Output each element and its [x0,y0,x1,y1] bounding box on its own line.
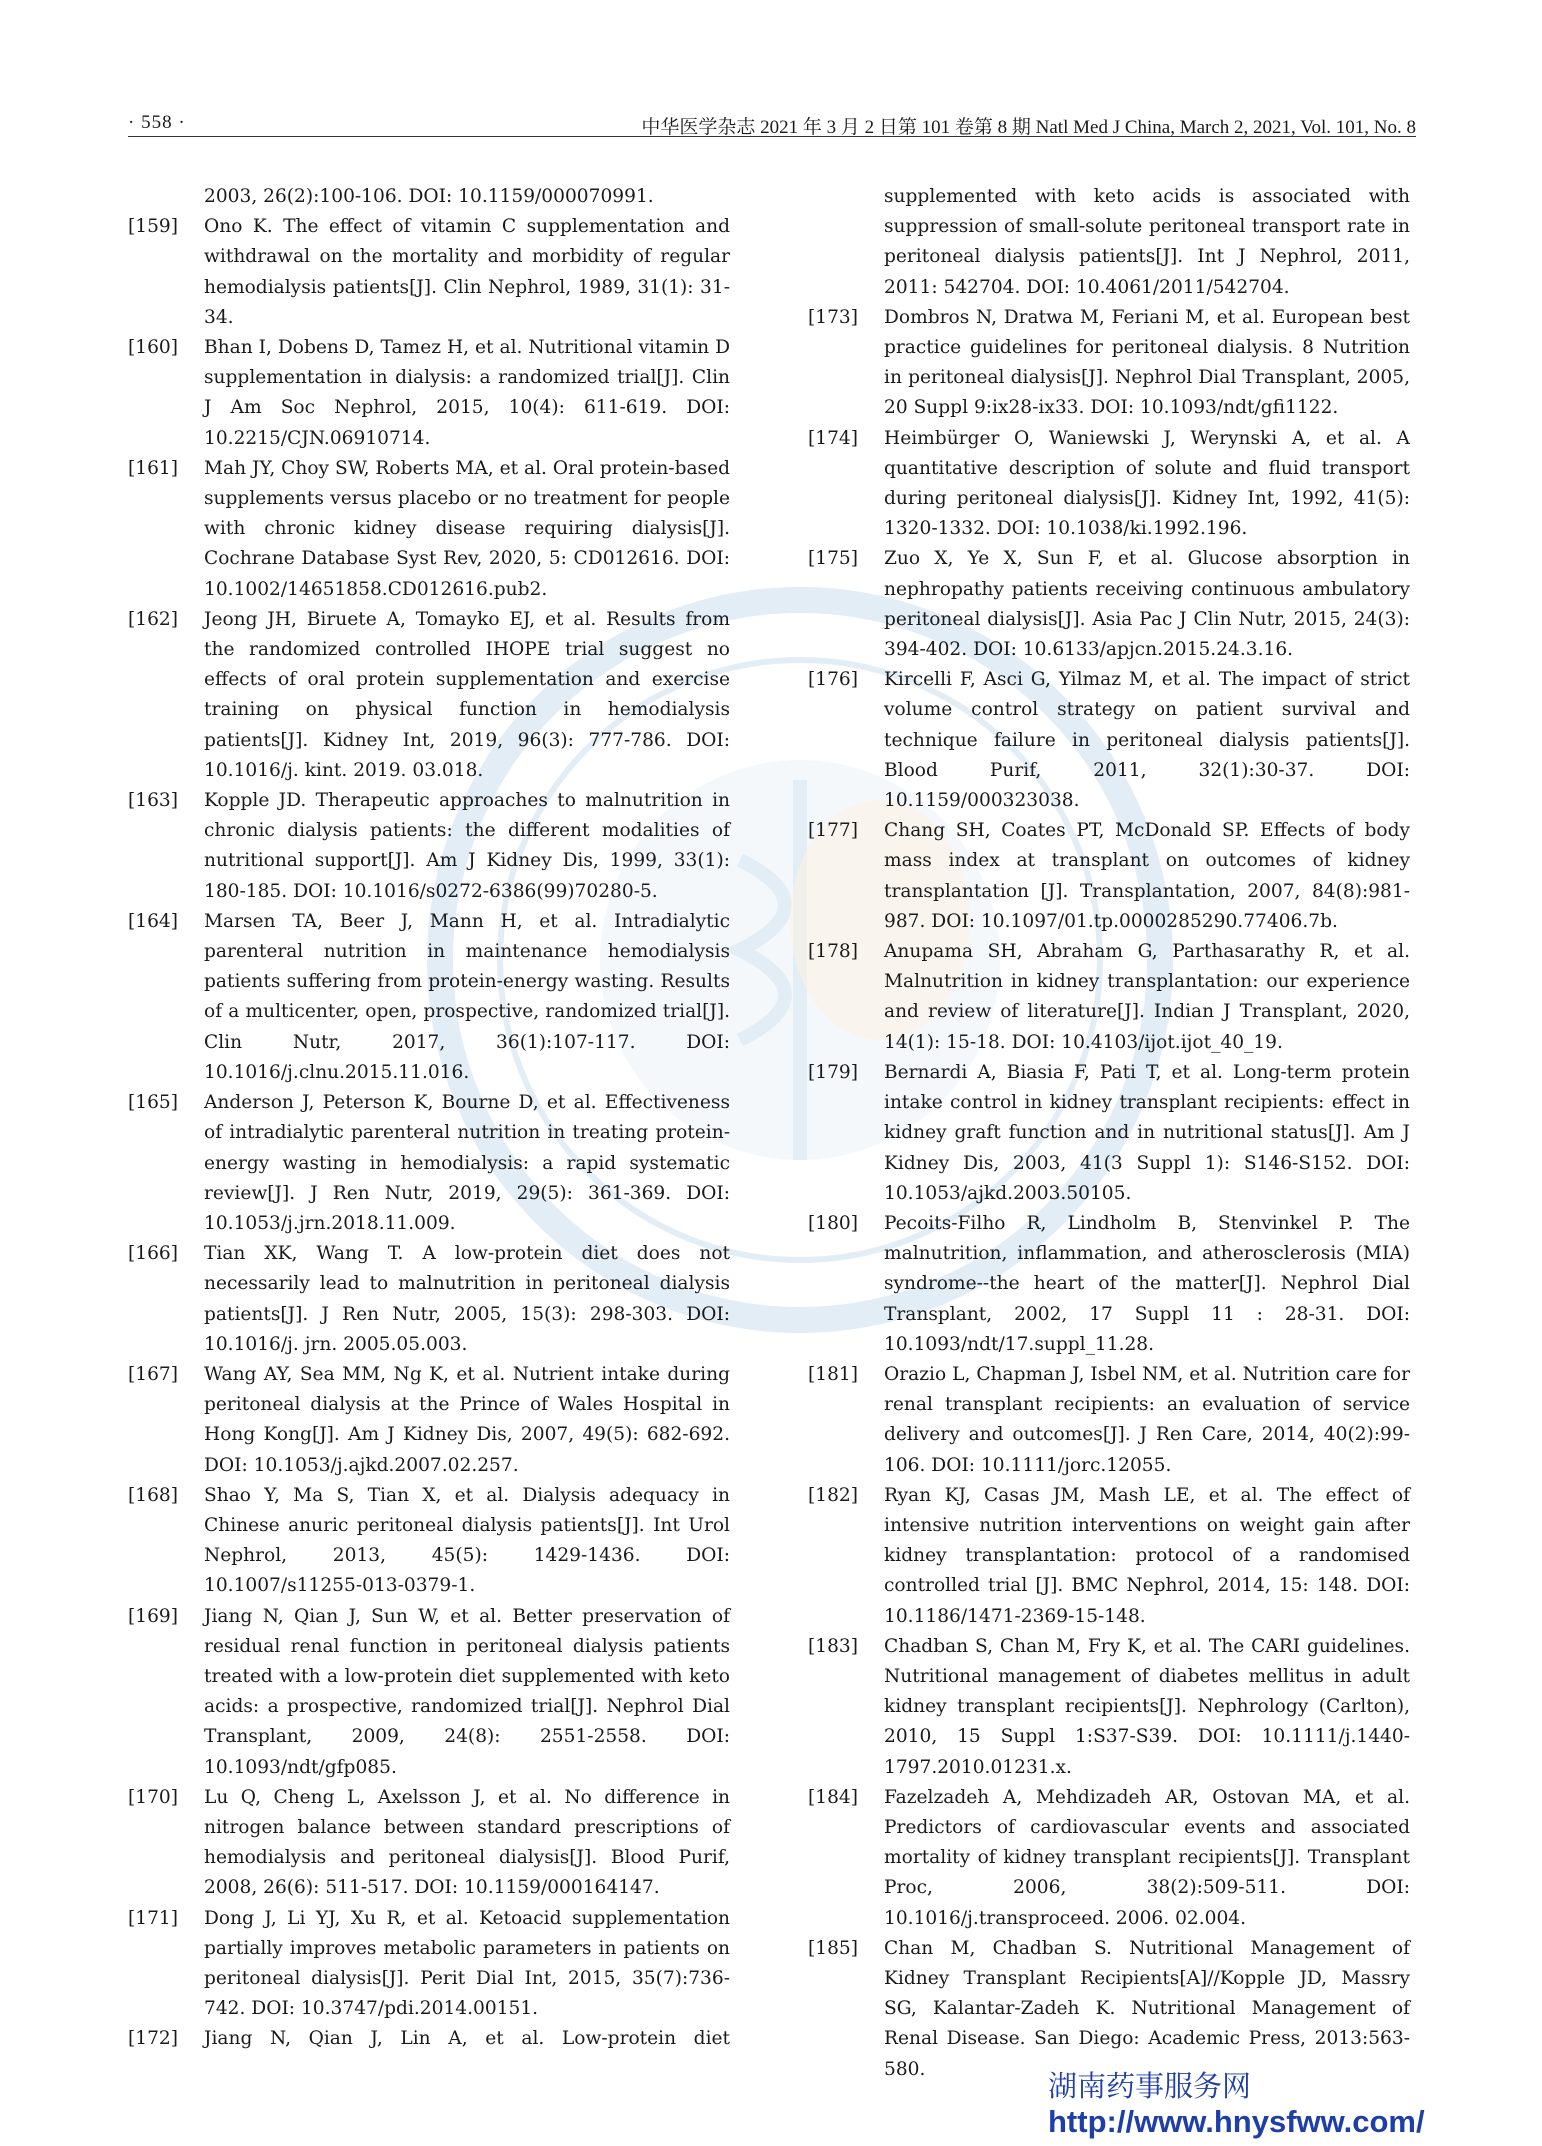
reference-item [808,1209,1410,1360]
left-column [128,182,730,2055]
reference-item [128,1360,730,1481]
reference-item [808,1360,1410,1481]
reference-text: supplemented with keto acids is associated with suppression of small-solute peritoneal transport rate in peritoneal dialysis patients[J]. Int J Nephrol, 2011, 2011: 542704. DOI: 10.4061/2011/542704. [884,186,1410,298]
reference-number: [179] [808,1061,858,1083]
reference-number: [163] [128,790,178,812]
reference-item [128,212,730,333]
reference-number: [182] [808,1484,858,1506]
reference-item [808,1934,1410,2085]
reference-number: [165] [128,1092,178,1114]
reference-text: Ono K. The effect of vitamin C supplementation and withdrawal on the mortality and morbidity of regular hemodialysis patients[J]. Clin Nephrol, 1989, 31(1): 31-34. [204,216,730,328]
reference-text: Shao Y, Ma S, Tian X, et al. Dialysis adequacy in Chinese anuric peritoneal dialysis patients[J]. Int Urol Nephrol, 2013, 45(5): 1429-1436. DOI: 10.1007/s11255-013-0379-1. [204,1484,730,1597]
reference-number: [160] [128,337,178,359]
reference-text: Anderson J, Peterson K, Bourne D, et al. Effectiveness of intradialytic parenteral nutrition in treating protein-energy wasting in hemodialysis: a rapid systematic review[J]. J Ren Nutr, 2019, 29(5): 361-369. DOI: 10.1053/j.jrn.2018.11.009. [204,1092,730,1234]
reference-number: [180] [808,1212,858,1234]
reference-text: Chang SH, Coates PT, McDonald SP. Effects of body mass index at transplant on outcomes of kidney transplantation [J]. Transplantation, 2007, 84(8):981-987. DOI: 10.1097/01.tp.0000285290.77406.7b. [884,820,1410,932]
reference-number: [159] [128,216,178,238]
reference-number: [162] [128,608,178,630]
reference-item [128,1904,730,2025]
reference-text: Mah JY, Choy SW, Roberts MA, et al. Oral protein-based supplements versus placebo or no treatment for people with chronic kidney disease requiring dialysis[J]. Cochrane Database Syst Rev, 2020, 5: CD012616. DOI: 10.1002/14651858.CD012616.pub2. [204,457,731,600]
reference-text: Ryan KJ, Casas JM, Mash LE, et al. The effect of intensive nutrition interventions on weight gain after kidney transplantation: protocol of a randomised controlled trial [J]. BMC Nephrol, 2014, 15: 148. DOI: 10.1186/1471-2369-15-148. [884,1484,1410,1627]
reference-text: Dong J, Li YJ, Xu R, et al. Ketoacid supplementation partially improves metabolic parameters in patients on peritoneal dialysis[J]. Perit Dial Int, 2015, 35(7):736-742. DOI: 10.3747/pdi.2014.00151. [204,1907,730,2020]
reference-text: 2003, 26(2):100-106. DOI: 10.1159/000070991. [204,186,654,207]
reference-number: [184] [808,1786,858,1808]
reference-number: [171] [128,1907,178,1929]
reference-text: Fazelzadeh A, Mehdizadeh AR, Ostovan MA, et al. Predictors of cardiovascular events and associated mortality of kidney transplant recipients[J]. Transplant Proc, 2006, 38(2):509-511. DOI: 10.1016/j.transproceed. 2006. 02.004. [884,1786,1410,1929]
reference-text: Bhan I, Dobens D, Tamez H, et al. Nutritional vitamin D supplementation in dialysis: a randomized trial[J]. Clin J Am Soc Nephrol, 2015, 10(4): 611-619. DOI: 10.2215/CJN.06910714. [204,337,730,449]
reference-number: [170] [128,1786,178,1808]
reference-text: Dombros N, Dratwa M, Feriani M, et al. European best practice guidelines for peritoneal dialysis. 8 Nutrition in peritoneal dialysis[J]. Nephrol Dial Transplant, 2005, 20 Suppl 9:ix28-ix33. DOI: 10.1093/ndt/gfi1122. [884,306,1410,419]
reference-item [128,333,730,454]
reference-item [128,1783,730,1904]
reference-item [808,1783,1410,1934]
reference-continuation [808,182,1410,303]
reference-number: [178] [808,941,858,963]
reference-continuation [128,182,730,212]
reference-text: Jiang N, Qian J, Sun W, et al. Better preservation of residual renal function in peritoneal dialysis patients treated with a low-protein diet supplemented with keto acids: a prospective, randomized trial[J]. Nephrol Dial Transplant, 2009, 24(8): 2551-2558. DOI: 10.1093/ndt/gfp085. [204,1605,730,1778]
reference-text: Chadban S, Chan M, Fry K, et al. The CARI guidelines. Nutritional management of diabetes mellitus in adult kidney transplant recipients[J]. Nephrology (Carlton), 2010, 15 Suppl 1:S37-S39. DOI: 10.1111/j.1440-1797.2010.01231.x. [884,1635,1410,1778]
reference-number: [168] [128,1484,178,1506]
reference-text: Pecoits-Filho R, Lindholm B, Stenvinkel P. The malnutrition, inflammation, and atherosclerosis (MIA) syndrome--the heart of the matter[J]. Nephrol Dial Transplant, 2002, 17 Suppl 11 : 28-31. DOI: 10.1093/ndt/17.suppl_11.28. [884,1212,1410,1355]
reference-number: [172] [128,2028,178,2050]
reference-item [808,937,1410,1058]
reference-item [128,907,730,1088]
reference-number: [183] [808,1635,858,1657]
reference-text: Chan M, Chadban S. Nutritional Management of Kidney Transplant Recipients[A]//Kopple JD, Massry SG, Kalantar-Zadeh K. Nutritional Management of Renal Disease. San Diego: Academic Press, 2013:563-580. [884,1937,1410,2080]
reference-item [808,303,1410,424]
reference-item [128,1602,730,1783]
right-column [808,182,1410,2085]
reference-text: Zuo X, Ye X, Sun F, et al. Glucose absorption in nephropathy patients receiving continuous ambulatory peritoneal dialysis[J]. Asia Pac J Clin Nutr, 2015, 24(3): 394-402. DOI: 10.6133/apjcn.2015.24.3.16. [884,548,1410,661]
reference-item [808,1632,1410,1783]
reference-item [128,786,730,907]
reference-number: [161] [128,457,178,479]
reference-text: Kircelli F, Asci G, Yilmaz M, et al. The impact of strict volume control strategy on patient survival and technique failure in peritoneal dialysis patients[J]. Blood Purif, 2011, 32(1):30-37. DOI: 10.1159/000323038. [884,669,1410,812]
reference-item [128,1239,730,1360]
reference-text: Bernardi A, Biasia F, Pati T, et al. Long-term protein intake control in kidney transplant recipients: effect in kidney graft function and in nutritional status[J]. Am J Kidney Dis, 2003, 41(3 Suppl 1): S146-S152. DOI: 10.1053/ajkd.2003.50105. [884,1061,1410,1204]
reference-number: [176] [808,669,858,691]
reference-number: [166] [128,1243,178,1265]
reference-item [808,1481,1410,1632]
reference-text: Wang AY, Sea MM, Ng K, et al. Nutrient intake during peritoneal dialysis at the Prince of Wales Hospital in Hong Kong[J]. Am J Kidney Dis, 2007, 49(5): 682-692. DOI: 10.1053/j.ajkd.2007.02.257. [204,1363,730,1476]
reference-number: [173] [808,306,858,328]
reference-item [128,1088,730,1239]
reference-text: Kopple JD. Therapeutic approaches to malnutrition in chronic dialysis patients: the different modalities of nutritional support[J]. Am J Kidney Dis, 1999, 33(1): 180-185. DOI: 10.1016/s0272-6386(99)70280-5. [204,790,730,902]
reference-text: Anupama SH, Abraham G, Parthasarathy R, et al. Malnutrition in kidney transplantation: our experience and review of literature[J]. Indian J Transplant, 2020, 14(1): 15-18. DOI: 10.4103/ijot.ijot_40_19. [884,941,1410,1053]
header-rule [128,136,1416,137]
reference-item [808,544,1410,665]
reference-text: Orazio L, Chapman J, Isbel NM, et al. Nutrition care for renal transplant recipients: an evaluation of service delivery and outcomes[J]. J Ren Care, 2014, 40(2):99-106. DOI: 10.1111/jorc.12055. [884,1363,1410,1476]
reference-text: Heimbürger O, Waniewski J, Werynski A, et al. A quantitative description of solute and fluid transport during peritoneal dialysis[J]. Kidney Int, 1992, 41(5): 1320-1332. DOI: 10.1038/ki.1992.196. [884,427,1410,540]
reference-number: [169] [128,1605,178,1627]
reference-number: [164] [128,910,178,932]
reference-number: [175] [808,548,858,570]
journal-running-title: 中华医学杂志 2021 年 3 月 2 日第 101 卷第 8 期 Natl Med J China, March 2, 2021, Vol. 101, No. 8 [641,117,1416,138]
reference-number: [177] [808,820,858,842]
page-number: · 558 · [128,112,186,133]
reference-text: Tian XK, Wang T. A low-protein diet does not necessarily lead to malnutrition in peritoneal dialysis patients[J]. J Ren Nutr, 2005, 15(3): 298-303. DOI: 10.1016/j. jrn. 2005.05.003. [204,1243,730,1355]
reference-item [128,454,730,605]
reference-text: Marsen TA, Beer J, Mann H, et al. Intradialytic parenteral nutrition in maintenance hemodialysis patients suffering from protein-energy wasting. Results of a multicenter, open, prospective, randomized trial[J]. Clin Nutr, 2017, 36(1):107-117. DOI: 10.1016/j.clnu.2015.11.016. [204,910,730,1083]
reference-item [808,665,1410,816]
reference-text: Jiang N, Qian J, Lin A, et al. Low-protein diet [204,2028,730,2050]
reference-item [128,605,730,786]
footer-url-link[interactable]: http://www.hnysfww.com/ [1048,2104,1425,2139]
reference-number: [167] [128,1363,178,1385]
footer-site-name: 湖南药事服务网 [1048,2069,1252,2103]
reference-text: Lu Q, Cheng L, Axelsson J, et al. No difference in nitrogen balance between standard prescriptions of hemodialysis and peritoneal dialysis[J]. Blood Purif, 2008, 26(6): 511-517. DOI: 10.1159/000164147. [204,1786,730,1899]
reference-item [808,424,1410,545]
reference-item [128,2024,730,2054]
reference-item [808,816,1410,937]
reference-number: [185] [808,1937,858,1959]
reference-text: Jeong JH, Biruete A, Tomayko EJ, et al. Results from the randomized controlled IHOPE trial suggest no effects of oral protein supplementation and exercise training on physical function in hemodialysis patients[J]. Kidney Int, 2019, 96(3): 777-786. DOI: 10.1016/j. kint. 2019. 03.018. [204,608,730,781]
reference-item [808,1058,1410,1209]
reference-item [128,1481,730,1602]
reference-number: [181] [808,1363,858,1385]
reference-number: [174] [808,427,858,449]
